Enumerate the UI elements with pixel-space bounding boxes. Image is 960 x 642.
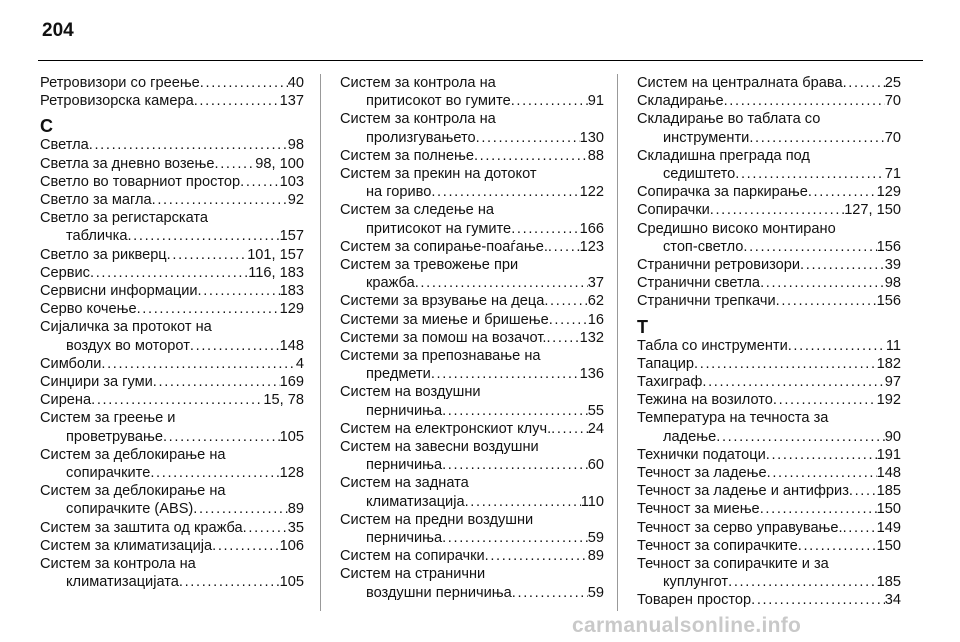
index-entry xyxy=(40,264,304,282)
header-rule xyxy=(38,60,923,61)
index-page-ref: 129 xyxy=(876,184,901,201)
index-entry xyxy=(340,456,604,474)
index-entry xyxy=(40,282,304,300)
index-page-ref: 37 xyxy=(587,275,604,292)
index-page-ref: 59 xyxy=(587,584,604,601)
index-entry xyxy=(340,547,604,565)
index-term: проветрување xyxy=(66,428,163,445)
dot-leader xyxy=(511,92,588,110)
dot-leader xyxy=(152,191,288,209)
index-term: сопирачките xyxy=(66,465,151,482)
index-entry xyxy=(637,292,901,310)
dot-leader xyxy=(190,337,280,355)
index-term: на гориво xyxy=(366,184,432,201)
index-term: Светла xyxy=(40,137,89,154)
index-term: седиштето xyxy=(663,166,736,183)
index-page-ref: 35 xyxy=(287,519,304,536)
index-entry xyxy=(40,519,304,537)
index-term: куплунгот xyxy=(663,574,729,591)
index-page-ref: 183 xyxy=(279,283,304,300)
index-entry xyxy=(637,92,901,110)
dot-leader xyxy=(476,129,580,147)
index-term: Сервисни информации xyxy=(40,283,198,300)
dot-leader xyxy=(546,329,579,347)
dot-leader xyxy=(548,238,580,256)
column-divider xyxy=(320,74,321,611)
dot-leader xyxy=(776,292,877,310)
index-page-ref: 98, 100 xyxy=(255,155,304,172)
index-entry-heading: Систем за контрола на xyxy=(340,111,496,128)
index-term: Течност за сопирачките xyxy=(637,537,798,554)
index-entry-heading: Систем на завесни воздушни xyxy=(340,439,539,456)
dot-leader xyxy=(153,373,280,391)
index-term: пролизгувањето xyxy=(366,129,476,146)
index-entry-heading: Температура на течноста за xyxy=(637,410,829,427)
index-term: Светло за рикверц xyxy=(40,246,167,263)
index-term: Течност за ладење xyxy=(637,465,767,482)
dot-leader xyxy=(760,500,877,518)
dot-leader xyxy=(716,428,885,446)
index-term: притисокот во гумите xyxy=(366,93,511,110)
index-page-ref: 40 xyxy=(287,75,304,91)
dot-leader xyxy=(215,155,256,173)
dot-leader xyxy=(798,537,877,555)
index-page-ref: 156 xyxy=(876,238,901,255)
index-entry xyxy=(637,201,901,219)
index-term: предмети xyxy=(366,366,431,383)
index-page-ref: 157 xyxy=(279,228,304,245)
dot-leader xyxy=(511,220,579,238)
index-term: Симболи xyxy=(40,355,102,372)
index-page-ref: 182 xyxy=(876,355,901,372)
index-page-ref: 110 xyxy=(580,493,604,510)
index-entry-heading: Системи за препознавање на xyxy=(340,348,541,365)
index-entry xyxy=(40,92,304,110)
dot-leader xyxy=(474,147,588,165)
dot-leader xyxy=(431,365,580,383)
index-page-ref: 90 xyxy=(884,428,901,445)
index-term: сопирачките (ABS) xyxy=(66,501,194,518)
dot-leader xyxy=(415,274,588,292)
index-entry xyxy=(40,136,304,154)
index-column-3 xyxy=(637,74,901,610)
index-page-ref: 98 xyxy=(287,137,304,154)
index-entry xyxy=(340,493,604,511)
index-entry xyxy=(340,183,604,201)
index-term: Системи за помош на возачот. xyxy=(340,329,547,346)
index-page-ref: 16 xyxy=(587,311,604,328)
index-entry xyxy=(637,129,901,147)
index-page-ref: 191 xyxy=(876,446,901,463)
index-entry-heading: Систем за следење на xyxy=(340,202,495,219)
dot-leader xyxy=(198,282,280,300)
dot-leader xyxy=(90,264,248,282)
index-page-ref: 132 xyxy=(579,329,604,346)
dot-leader xyxy=(212,537,280,555)
index-entry xyxy=(637,391,901,409)
index-entry xyxy=(40,227,304,245)
index-term: Сирена xyxy=(40,392,92,409)
index-entry xyxy=(340,584,604,602)
index-term: Странични светла xyxy=(637,275,761,292)
index-term: инструменти xyxy=(663,129,750,146)
dot-leader xyxy=(800,256,885,274)
index-entry xyxy=(40,191,304,209)
index-entry xyxy=(340,292,604,310)
dot-leader xyxy=(194,92,280,110)
index-column-2 xyxy=(340,74,604,602)
index-entry xyxy=(340,329,604,347)
index-term: Сопирачка за паркирање xyxy=(637,184,808,201)
index-term: Системи за врзување на деца xyxy=(340,293,545,310)
index-entry xyxy=(40,74,304,92)
index-term: Систем на електронскиот клуч. xyxy=(340,420,552,437)
index-page-ref: 89 xyxy=(587,548,604,565)
index-entry-heading: Систем за контрола на xyxy=(340,75,496,91)
dot-leader xyxy=(512,584,588,602)
column-divider xyxy=(617,74,618,611)
index-entry-heading: Систем на предни воздушни xyxy=(340,511,534,528)
index-term: Систем за заштита од кражба xyxy=(40,519,243,536)
index-entry xyxy=(340,220,604,238)
index-term: притисокот на гумите xyxy=(366,220,512,237)
index-entry xyxy=(340,529,604,547)
index-page-ref: 60 xyxy=(587,457,604,474)
index-page-ref: 148 xyxy=(876,465,901,482)
index-term: воздух во моторот xyxy=(66,337,190,354)
index-term: Ретровизорска камера xyxy=(40,93,194,110)
dot-leader xyxy=(150,464,279,482)
index-page-ref: 156 xyxy=(876,293,901,310)
index-entry xyxy=(637,519,901,537)
index-term: Ретровизори со греење xyxy=(40,75,200,91)
dot-leader xyxy=(544,292,587,310)
index-page-ref: 92 xyxy=(287,192,304,209)
index-entry xyxy=(637,355,901,373)
index-term: Синџири за гуми xyxy=(40,374,153,391)
index-term: кражба xyxy=(366,275,415,292)
index-term: Тапацир xyxy=(637,355,695,372)
index-page-ref: 59 xyxy=(587,530,604,547)
index-page-ref: 128 xyxy=(279,465,304,482)
index-entry xyxy=(40,573,304,591)
dot-leader xyxy=(788,337,886,355)
index-entry-heading: Систем за деблокирање на xyxy=(40,446,226,463)
dot-leader xyxy=(702,373,884,391)
index-page-ref: 24 xyxy=(587,420,604,437)
dot-leader xyxy=(137,300,280,318)
index-entry xyxy=(637,183,901,201)
index-page-ref: 149 xyxy=(876,519,901,536)
index-entry xyxy=(637,446,901,464)
index-page-ref: 123 xyxy=(579,238,604,255)
page-number: 204 xyxy=(42,20,74,41)
index-entry xyxy=(40,173,304,191)
index-term: Тежина на возилото xyxy=(637,392,773,409)
index-entry xyxy=(637,238,901,256)
index-entry-heading: Систем за тревожење при xyxy=(340,257,519,274)
index-entry xyxy=(637,537,901,555)
index-page-ref: 105 xyxy=(279,574,304,591)
dot-leader xyxy=(442,529,588,547)
index-term: Серво кочење xyxy=(40,301,137,318)
index-term: Светла за дневно возење xyxy=(40,155,215,172)
index-page-ref: 89 xyxy=(287,501,304,518)
index-entry xyxy=(40,537,304,555)
index-page-ref: 15, 78 xyxy=(263,392,304,409)
dot-leader xyxy=(767,464,877,482)
index-page-ref: 91 xyxy=(587,93,604,110)
index-page-ref: 116, 183 xyxy=(248,264,304,281)
index-page-ref: 103 xyxy=(279,173,304,190)
index-page-ref: 71 xyxy=(884,166,901,183)
index-entry-heading: Систем на воздушни xyxy=(340,384,481,401)
dot-leader xyxy=(442,456,588,474)
index-entry-heading: Течност за сопирачките и за xyxy=(637,556,829,573)
dot-leader xyxy=(760,274,885,292)
index-entry-heading: Систем за деблокирање на xyxy=(40,483,226,500)
index-page-ref: 55 xyxy=(587,402,604,419)
index-entry xyxy=(340,129,604,147)
dot-leader xyxy=(808,183,877,201)
index-letter-heading: С xyxy=(40,116,53,137)
index-page-ref: 122 xyxy=(579,184,604,201)
index-page-ref: 150 xyxy=(876,537,901,554)
index-term: стоп-светло xyxy=(663,238,744,255)
index-page-ref: 166 xyxy=(579,220,604,237)
dot-leader xyxy=(200,74,288,92)
index-page-ref: 129 xyxy=(279,301,304,318)
index-page-ref: 136 xyxy=(579,366,604,383)
index-term: Систем на сопирачки xyxy=(340,548,485,565)
index-entry xyxy=(40,464,304,482)
dot-leader xyxy=(749,129,884,147)
index-entry-heading: Систем за греење и xyxy=(40,410,176,427)
index-entry xyxy=(340,274,604,292)
dot-leader xyxy=(240,173,280,191)
dot-leader xyxy=(843,74,885,92)
index-entry xyxy=(40,373,304,391)
index-page-ref: 88 xyxy=(587,147,604,164)
dot-leader xyxy=(710,201,844,219)
index-entry-heading: Сијаличка за протокот на xyxy=(40,319,212,336)
index-letter-heading: Т xyxy=(637,316,648,337)
index-entry xyxy=(637,428,901,446)
index-term: Течност за серво управување. xyxy=(637,519,843,536)
index-entry xyxy=(637,373,901,391)
index-entry xyxy=(340,147,604,165)
index-term: Сопирачки xyxy=(637,202,710,219)
dot-leader xyxy=(163,428,280,446)
dot-leader xyxy=(551,420,588,438)
index-entry xyxy=(40,428,304,446)
index-term: Системи за миење и бришење xyxy=(340,311,549,328)
dot-leader xyxy=(743,238,876,256)
index-term: Странични трепкачи xyxy=(637,293,776,310)
index-term: ладење xyxy=(663,428,717,445)
index-entry xyxy=(340,238,604,256)
dot-leader xyxy=(773,391,877,409)
index-page-ref: 185 xyxy=(876,483,901,500)
dot-leader xyxy=(766,446,877,464)
dot-leader xyxy=(101,355,295,373)
index-page-ref: 98 xyxy=(884,275,901,292)
index-page-ref: 192 xyxy=(876,392,901,409)
index-term: перничиња xyxy=(366,457,443,474)
index-page-ref: 137 xyxy=(279,93,304,110)
index-entry xyxy=(637,500,901,518)
index-term: Течност за ладење и антифриз xyxy=(637,483,849,500)
index-page-ref: 34 xyxy=(884,592,901,609)
index-page-ref: 4 xyxy=(295,355,304,372)
dot-leader xyxy=(91,391,263,409)
index-page-ref: 25 xyxy=(884,75,901,91)
index-page-ref: 105 xyxy=(279,428,304,445)
index-term: климатизација xyxy=(366,493,465,510)
index-entry xyxy=(40,155,304,173)
index-entry xyxy=(340,311,604,329)
index-term: Светло за магла xyxy=(40,192,152,209)
index-entry xyxy=(637,274,901,292)
dot-leader xyxy=(694,355,877,373)
index-page-ref: 101, 157 xyxy=(247,246,304,263)
dot-leader xyxy=(442,402,588,420)
index-entry-heading: Систем за прекин на дотокот xyxy=(340,166,537,183)
index-term: Тахиграф xyxy=(637,374,703,391)
index-entry xyxy=(637,591,901,609)
index-entry xyxy=(637,74,901,92)
index-page-ref: 130 xyxy=(579,129,604,146)
index-entry xyxy=(40,391,304,409)
dot-leader xyxy=(167,246,248,264)
index-page-ref: 70 xyxy=(884,129,901,146)
index-entry xyxy=(40,300,304,318)
index-entry xyxy=(637,256,901,274)
index-page-ref: 62 xyxy=(587,293,604,310)
index-term: табличка xyxy=(66,228,128,245)
dot-leader xyxy=(724,92,885,110)
index-term: перничиња xyxy=(366,530,443,547)
index-term: Систем за климатизација xyxy=(40,537,213,554)
index-entry-heading: Средишно високо монтирано xyxy=(637,220,836,237)
index-entry xyxy=(40,500,304,518)
index-page-ref: 185 xyxy=(876,574,901,591)
index-page-ref: 148 xyxy=(279,337,304,354)
index-term: Систем за сопирање-поаѓање. xyxy=(340,238,548,255)
dot-leader xyxy=(465,493,581,511)
index-entry xyxy=(340,92,604,110)
dot-leader xyxy=(179,573,280,591)
dot-leader xyxy=(728,573,877,591)
index-entry-heading: Систем за контрола на xyxy=(40,556,196,573)
index-term: Складирање xyxy=(637,93,724,110)
index-entry xyxy=(637,165,901,183)
index-page-ref: 39 xyxy=(884,257,901,274)
index-term: Товарен простор xyxy=(637,592,752,609)
index-term: Течност за миење xyxy=(637,501,760,518)
watermark: carmanualsonline.info xyxy=(572,614,802,637)
dot-leader xyxy=(127,227,279,245)
index-term: Табла со инструменти xyxy=(637,337,788,354)
index-page-ref: 169 xyxy=(279,374,304,391)
index-entry-heading: Складирање во таблата со xyxy=(637,111,821,128)
index-entry xyxy=(637,573,901,591)
dot-leader xyxy=(193,500,287,518)
index-page-ref: 11 xyxy=(885,337,901,354)
index-entry xyxy=(340,420,604,438)
index-term: климатизацијата xyxy=(66,574,179,591)
index-entry-heading: Светло за регистарската xyxy=(40,210,209,227)
index-term: воздушни перничиња xyxy=(366,584,512,601)
dot-leader xyxy=(431,183,579,201)
dot-leader xyxy=(849,482,877,500)
index-column-1 xyxy=(40,74,304,591)
index-entry xyxy=(40,355,304,373)
index-term: Технички податоци xyxy=(637,446,766,463)
dot-leader xyxy=(243,519,288,537)
index-entry-heading: Систем на задната xyxy=(340,475,469,492)
index-page-ref: 106 xyxy=(279,537,304,554)
index-entry-heading: Систем на странични xyxy=(340,566,486,583)
index-entry xyxy=(340,402,604,420)
index-page-ref: 150 xyxy=(876,501,901,518)
dot-leader xyxy=(549,311,588,329)
index-entry xyxy=(637,337,901,355)
index-entry xyxy=(637,482,901,500)
index-entry xyxy=(637,464,901,482)
index-term: перничиња xyxy=(366,402,443,419)
index-term: Сервис xyxy=(40,264,90,281)
index-entry xyxy=(340,365,604,383)
index-term: Светло во товарниот простор xyxy=(40,173,241,190)
index-term: Систем на централната брава xyxy=(637,75,843,91)
index-page-ref: 97 xyxy=(884,374,901,391)
index-page-ref: 127, 150 xyxy=(844,202,901,219)
index-page-ref: 70 xyxy=(884,93,901,110)
index-entry xyxy=(40,246,304,264)
index-term: Странични ретровизори xyxy=(637,257,801,274)
dot-leader xyxy=(735,165,885,183)
index-entry-heading: Складишна преграда под xyxy=(637,147,810,164)
dot-leader xyxy=(89,136,288,154)
index-entry xyxy=(40,337,304,355)
index-term: Систем за полнење xyxy=(340,147,474,164)
dot-leader xyxy=(751,591,885,609)
dot-leader xyxy=(843,519,877,537)
dot-leader xyxy=(485,547,588,565)
